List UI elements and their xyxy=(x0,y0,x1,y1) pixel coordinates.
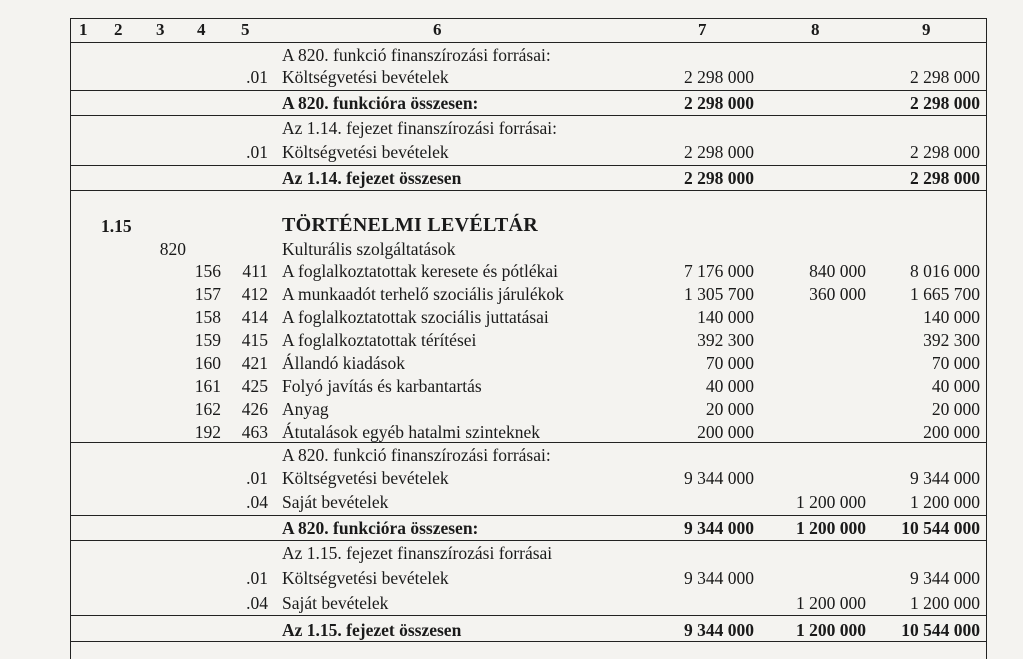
line-code: 411 xyxy=(242,261,268,281)
amount-col-7: 2 298 000 xyxy=(684,67,754,87)
line-description: Saját bevételek xyxy=(282,593,389,613)
amount-col-9: 8 016 000 xyxy=(910,261,980,281)
line-description: Átutalások egyéb hatalmi szinteknek xyxy=(282,422,541,442)
amount-col-9: 1 200 000 xyxy=(910,492,980,512)
subtotal-col-8: 1 200 000 xyxy=(796,518,866,538)
row-divider xyxy=(71,442,986,443)
item-number: 161 xyxy=(194,376,221,396)
line-description: Folyó javítás és karbantartás xyxy=(282,376,482,396)
header-col-2: 2 xyxy=(114,20,123,39)
chapter-total-col-7: 9 344 000 xyxy=(684,620,754,640)
chapter-total-col-7: 2 298 000 xyxy=(684,168,754,188)
row-divider xyxy=(71,165,986,166)
line-code: .01 xyxy=(246,67,268,87)
subtotal-col-7: 9 344 000 xyxy=(684,518,754,538)
item-number: 192 xyxy=(194,422,221,442)
header-col-8: 8 xyxy=(811,20,820,39)
amount-col-7: 392 300 xyxy=(697,330,754,350)
line-description: Költségvetési bevételek xyxy=(282,468,449,488)
chapter-total-label: Az 1.14. fejezet összesen xyxy=(282,168,462,188)
amount-col-9: 40 000 xyxy=(931,376,980,396)
budget-table xyxy=(70,18,987,659)
item-number: 157 xyxy=(194,284,221,304)
line-description: A foglalkoztatottak térítései xyxy=(282,330,477,350)
row-divider xyxy=(71,515,986,516)
amount-col-7: 1 305 700 xyxy=(684,284,754,304)
chapter-title: TÖRTÉNELMI LEVÉLTÁR xyxy=(282,214,538,236)
function-code: 820 xyxy=(159,239,186,259)
row-divider xyxy=(71,615,986,616)
header-col-5: 5 xyxy=(241,20,250,39)
line-code: 415 xyxy=(241,330,268,350)
row-divider xyxy=(71,540,986,541)
header-col-3: 3 xyxy=(156,20,165,39)
line-code: 426 xyxy=(241,399,268,419)
section-heading: A 820. funkció finanszírozási forrásai: xyxy=(282,45,551,65)
amount-col-9: 1 665 700 xyxy=(910,284,980,304)
line-description: Állandó kiadások xyxy=(282,353,405,373)
amount-col-9: 140 000 xyxy=(923,307,980,327)
header-col-1: 1 xyxy=(79,20,88,39)
line-code: 421 xyxy=(241,353,268,373)
amount-col-7: 2 298 000 xyxy=(684,142,754,162)
line-description: Költségvetési bevételek xyxy=(282,142,449,162)
subtotal-col-7: 2 298 000 xyxy=(684,93,754,113)
amount-col-7: 140 000 xyxy=(697,307,754,327)
line-code: .01 xyxy=(246,468,268,488)
line-code: 463 xyxy=(241,422,268,442)
amount-col-8: 1 200 000 xyxy=(796,492,866,512)
line-code: 425 xyxy=(241,376,268,396)
line-code: .01 xyxy=(246,142,268,162)
amount-col-9: 2 298 000 xyxy=(910,67,980,87)
chapter-total-col-9: 10 544 000 xyxy=(901,620,980,640)
row-divider xyxy=(71,90,986,91)
amount-col-8: 1 200 000 xyxy=(796,593,866,613)
amount-col-9: 1 200 000 xyxy=(910,593,980,613)
header-col-4: 4 xyxy=(197,20,206,39)
amount-col-9: 2 298 000 xyxy=(910,142,980,162)
line-code: .04 xyxy=(246,492,268,512)
line-description: A foglalkoztatottak szociális juttatásai xyxy=(282,307,549,327)
section-heading: Az 1.15. fejezet finanszírozási forrásai xyxy=(282,543,553,563)
amount-col-7: 9 344 000 xyxy=(684,468,754,488)
item-number: 162 xyxy=(194,399,221,419)
line-code: .01 xyxy=(246,568,268,588)
line-code: .04 xyxy=(246,593,268,613)
amount-col-9: 9 344 000 xyxy=(910,468,980,488)
item-number: 158 xyxy=(194,307,221,327)
chapter-total-col-9: 2 298 000 xyxy=(910,168,980,188)
header-col-9: 9 xyxy=(922,20,931,39)
header-col-6: 6 xyxy=(433,20,442,39)
chapter-number: 1.15 xyxy=(101,216,132,236)
line-description: A foglalkoztatottak keresete és pótlékai xyxy=(282,261,559,281)
section-heading: A 820. funkció finanszírozási forrásai: xyxy=(282,445,551,465)
line-description: A munkaadót terhelő szociális járulékok xyxy=(282,284,564,304)
amount-col-7: 70 000 xyxy=(705,353,754,373)
table-header-row xyxy=(71,19,986,43)
row-divider xyxy=(71,190,986,191)
amount-col-7: 20 000 xyxy=(705,399,754,419)
chapter-total-label: Az 1.15. fejezet összesen xyxy=(282,620,462,640)
line-code: 414 xyxy=(241,307,268,327)
amount-col-8: 360 000 xyxy=(809,284,866,304)
amount-col-9: 392 300 xyxy=(923,330,980,350)
line-description: Költségvetési bevételek xyxy=(282,67,449,87)
line-description: Anyag xyxy=(282,399,329,419)
row-divider xyxy=(71,115,986,116)
line-code: 412 xyxy=(241,284,268,304)
subtotal-label: A 820. funkcióra összesen: xyxy=(282,93,479,113)
function-title: Kulturális szolgáltatások xyxy=(282,239,456,259)
amount-col-7: 9 344 000 xyxy=(684,568,754,588)
amount-col-9: 200 000 xyxy=(923,422,980,442)
subtotal-col-9: 2 298 000 xyxy=(910,93,980,113)
section-heading: Az 1.14. fejezet finanszírozási forrásai: xyxy=(282,118,558,138)
line-description: Költségvetési bevételek xyxy=(282,568,449,588)
header-col-7: 7 xyxy=(698,20,707,39)
chapter-total-col-8: 1 200 000 xyxy=(796,620,866,640)
subtotal-label: A 820. funkcióra összesen: xyxy=(282,518,479,538)
amount-col-9: 20 000 xyxy=(931,399,980,419)
amount-col-7: 40 000 xyxy=(705,376,754,396)
item-number: 159 xyxy=(194,330,221,350)
item-number: 160 xyxy=(194,353,221,373)
subtotal-col-9: 10 544 000 xyxy=(901,518,980,538)
amount-col-8: 840 000 xyxy=(809,261,866,281)
amount-col-7: 200 000 xyxy=(697,422,754,442)
amount-col-7: 7 176 000 xyxy=(684,261,754,281)
item-number: 156 xyxy=(194,261,221,281)
row-divider xyxy=(71,641,986,642)
line-description: Saját bevételek xyxy=(282,492,389,512)
amount-col-9: 70 000 xyxy=(931,353,980,373)
amount-col-9: 9 344 000 xyxy=(910,568,980,588)
